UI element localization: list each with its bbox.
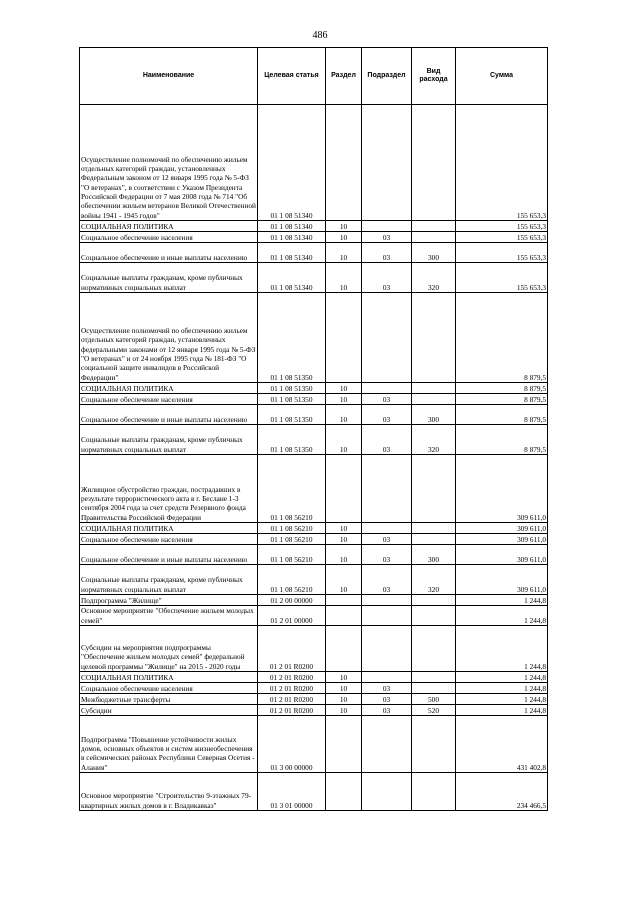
table-row — [80, 523, 548, 534]
cell-subsection: 03 — [362, 425, 412, 455]
cell-name: Жилищное обустройство граждан, пострадавших в результате террористического акта в г. Беслане 1-3 сентября 2004 года за счет средств Резервного фонда Правительства Российской Федерации — [80, 455, 258, 523]
budget-table — [79, 47, 548, 811]
cell-name: Социальное обеспечение населения — [80, 683, 258, 694]
cell-target-code: 01 1 08 56210 — [258, 523, 326, 534]
cell-expense-type — [412, 626, 456, 672]
table-header-row — [80, 48, 548, 105]
table-row — [80, 263, 548, 293]
table-row — [80, 383, 548, 394]
page-number: 486 — [312, 30, 328, 41]
cell-section: 10 — [326, 672, 362, 683]
cell-subsection — [362, 455, 412, 523]
cell-target-code: 01 1 08 51340 — [258, 105, 326, 221]
cell-name: СОЦИАЛЬНАЯ ПОЛИТИКА — [80, 383, 258, 394]
cell-section: 10 — [326, 232, 362, 243]
cell-target-code: 01 1 08 56210 — [258, 565, 326, 595]
table-row — [80, 683, 548, 694]
table-row — [80, 705, 548, 716]
cell-sum: 155 653,3 — [456, 221, 548, 232]
cell-name: Социальное обеспечение и иные выплаты населению — [80, 545, 258, 565]
cell-name: Социальные выплаты гражданам, кроме публичных нормативных социальных выплат — [80, 263, 258, 293]
cell-subsection: 03 — [362, 683, 412, 694]
cell-target-code: 01 2 01 R0200 — [258, 683, 326, 694]
table-row — [80, 293, 548, 383]
cell-subsection — [362, 221, 412, 232]
cell-name: Социальное обеспечение и иные выплаты населению — [80, 243, 258, 263]
cell-target-code: 01 3 01 00000 — [258, 773, 326, 811]
cell-expense-type: 300 — [412, 545, 456, 565]
cell-name: СОЦИАЛЬНАЯ ПОЛИТИКА — [80, 221, 258, 232]
cell-section: 10 — [326, 683, 362, 694]
cell-sum: 309 611,0 — [456, 523, 548, 534]
cell-name: Социальное обеспечение и иные выплаты населению — [80, 405, 258, 425]
table-row — [80, 405, 548, 425]
table-row — [80, 394, 548, 405]
table-row — [80, 545, 548, 565]
cell-section: 10 — [326, 425, 362, 455]
cell-target-code: 01 1 08 51340 — [258, 243, 326, 263]
cell-subsection — [362, 626, 412, 672]
cell-subsection — [362, 293, 412, 383]
cell-name: Социальные выплаты гражданам, кроме публичных нормативных социальных выплат — [80, 565, 258, 595]
cell-target-code: 01 1 08 51350 — [258, 293, 326, 383]
cell-sum: 8 879,5 — [456, 394, 548, 405]
cell-expense-type: 320 — [412, 263, 456, 293]
cell-section: 10 — [326, 705, 362, 716]
cell-expense-type — [412, 683, 456, 694]
cell-name: Основное мероприятие "Строительство 9-этажных 79-квартирных жилых домов в г. Владикавказ" — [80, 773, 258, 811]
cell-sum: 431 402,8 — [456, 716, 548, 773]
cell-sum: 8 879,5 — [456, 425, 548, 455]
cell-target-code: 01 1 08 56210 — [258, 534, 326, 545]
cell-target-code: 01 1 08 51350 — [258, 405, 326, 425]
cell-expense-type: 300 — [412, 243, 456, 263]
cell-target-code: 01 2 01 00000 — [258, 606, 326, 626]
cell-subsection: 03 — [362, 565, 412, 595]
cell-sum: 234 466,5 — [456, 773, 548, 811]
cell-expense-type — [412, 221, 456, 232]
cell-expense-type — [412, 383, 456, 394]
cell-name: Подпрограмма "Повышение устойчивости жилых домов, основных объектов и систем жизнеобеспечения в сейсмических районах Республики Северная Осетия - Алания" — [80, 716, 258, 773]
cell-target-code: 01 1 08 51350 — [258, 425, 326, 455]
cell-section — [326, 455, 362, 523]
cell-target-code: 01 2 01 R0200 — [258, 694, 326, 705]
header-sum: Сумма — [456, 48, 548, 105]
cell-sum: 309 611,0 — [456, 545, 548, 565]
cell-sum: 155 653,3 — [456, 263, 548, 293]
cell-sum: 1 244,8 — [456, 694, 548, 705]
cell-section — [326, 626, 362, 672]
table-row — [80, 595, 548, 606]
table-row — [80, 626, 548, 672]
cell-target-code: 01 2 01 R0200 — [258, 626, 326, 672]
cell-sum: 1 244,8 — [456, 606, 548, 626]
cell-expense-type — [412, 672, 456, 683]
cell-subsection: 03 — [362, 694, 412, 705]
cell-name: Подпрограмма "Жилище" — [80, 595, 258, 606]
table-row — [80, 243, 548, 263]
cell-subsection: 03 — [362, 534, 412, 545]
header-name: Наименование — [80, 48, 258, 105]
table-row — [80, 773, 548, 811]
cell-expense-type — [412, 293, 456, 383]
cell-section: 10 — [326, 694, 362, 705]
table-row — [80, 425, 548, 455]
cell-sum: 309 611,0 — [456, 534, 548, 545]
cell-section: 10 — [326, 523, 362, 534]
cell-name: Социальное обеспечение населения — [80, 394, 258, 405]
cell-subsection: 03 — [362, 243, 412, 263]
header-section: Раздел — [326, 48, 362, 105]
table-row — [80, 105, 548, 221]
cell-section: 10 — [326, 534, 362, 545]
cell-expense-type — [412, 595, 456, 606]
cell-expense-type: 520 — [412, 705, 456, 716]
table-row — [80, 455, 548, 523]
table-row — [80, 534, 548, 545]
cell-subsection: 03 — [362, 705, 412, 716]
cell-expense-type: 500 — [412, 694, 456, 705]
cell-name: Межбюджетные трансферты — [80, 694, 258, 705]
cell-target-code: 01 1 08 51340 — [258, 263, 326, 293]
cell-sum: 8 879,5 — [456, 293, 548, 383]
cell-expense-type — [412, 606, 456, 626]
cell-subsection — [362, 595, 412, 606]
header-type: Вид расхода — [412, 48, 456, 105]
table-row — [80, 606, 548, 626]
cell-section — [326, 105, 362, 221]
cell-target-code: 01 2 00 00000 — [258, 595, 326, 606]
cell-section — [326, 716, 362, 773]
cell-section: 10 — [326, 221, 362, 232]
cell-expense-type: 320 — [412, 425, 456, 455]
cell-target-code: 01 3 00 00000 — [258, 716, 326, 773]
cell-name: Осуществление полномочий по обеспечению жильем отдельных категорий граждан, установленных Федеральным законом от 12 января 1995 года № 5-ФЗ "О ветеранах", в соответствии с Указом Президента Российской Федерации от 7 мая 2008 года № 714 "Об обеспечении жильем ветеранов Великой Отечественной войны 1941 - 1945 годов" — [80, 105, 258, 221]
cell-sum: 155 653,3 — [456, 105, 548, 221]
table-row — [80, 694, 548, 705]
cell-target-code: 01 2 01 R0200 — [258, 672, 326, 683]
cell-sum: 8 879,5 — [456, 383, 548, 394]
cell-expense-type: 300 — [412, 405, 456, 425]
cell-sum: 1 244,8 — [456, 705, 548, 716]
cell-section: 10 — [326, 565, 362, 595]
cell-section: 10 — [326, 545, 362, 565]
cell-sum: 309 611,0 — [456, 455, 548, 523]
cell-section: 10 — [326, 394, 362, 405]
cell-subsection: 03 — [362, 232, 412, 243]
cell-sum: 309 611,0 — [456, 565, 548, 595]
cell-target-code: 01 2 01 R0200 — [258, 705, 326, 716]
cell-subsection: 03 — [362, 394, 412, 405]
cell-sum: 1 244,8 — [456, 672, 548, 683]
cell-section: 10 — [326, 383, 362, 394]
cell-sum: 1 244,8 — [456, 626, 548, 672]
cell-subsection — [362, 105, 412, 221]
cell-subsection: 03 — [362, 405, 412, 425]
cell-expense-type — [412, 232, 456, 243]
cell-sum: 155 653,3 — [456, 243, 548, 263]
cell-section — [326, 773, 362, 811]
cell-target-code: 01 1 08 51340 — [258, 221, 326, 232]
cell-section — [326, 606, 362, 626]
cell-expense-type: 320 — [412, 565, 456, 595]
cell-target-code: 01 1 08 51350 — [258, 394, 326, 405]
cell-sum: 155 653,3 — [456, 232, 548, 243]
cell-subsection — [362, 773, 412, 811]
cell-subsection: 03 — [362, 263, 412, 293]
table-row — [80, 716, 548, 773]
cell-subsection — [362, 523, 412, 534]
cell-name: СОЦИАЛЬНАЯ ПОЛИТИКА — [80, 672, 258, 683]
cell-name: Социальные выплаты гражданам, кроме публичных нормативных социальных выплат — [80, 425, 258, 455]
cell-target-code: 01 1 08 51350 — [258, 383, 326, 394]
cell-expense-type — [412, 534, 456, 545]
cell-section: 10 — [326, 405, 362, 425]
cell-expense-type — [412, 773, 456, 811]
cell-name: Субсидии — [80, 705, 258, 716]
cell-target-code: 01 1 08 56210 — [258, 545, 326, 565]
cell-subsection — [362, 606, 412, 626]
cell-expense-type — [412, 394, 456, 405]
cell-name: Социальное обеспечение населения — [80, 534, 258, 545]
cell-section: 10 — [326, 243, 362, 263]
cell-target-code: 01 1 08 51340 — [258, 232, 326, 243]
cell-sum: 1 244,8 — [456, 683, 548, 694]
cell-name: Субсидии на мероприятия подпрограммы "Обеспечение жильем молодых семей" федеральной целевой программы "Жилище" на 2015 - 2020 годы — [80, 626, 258, 672]
cell-subsection — [362, 383, 412, 394]
header-code: Целевая статья — [258, 48, 326, 105]
cell-target-code: 01 1 08 56210 — [258, 455, 326, 523]
table-row — [80, 232, 548, 243]
cell-sum: 1 244,8 — [456, 595, 548, 606]
cell-subsection — [362, 716, 412, 773]
cell-subsection: 03 — [362, 545, 412, 565]
cell-section — [326, 595, 362, 606]
cell-section: 10 — [326, 263, 362, 293]
table-row — [80, 672, 548, 683]
cell-subsection — [362, 672, 412, 683]
cell-expense-type — [412, 105, 456, 221]
header-subsection: Подраздел — [362, 48, 412, 105]
cell-name: Социальное обеспечение населения — [80, 232, 258, 243]
cell-name: Осуществление полномочий по обеспечению жильем отдельных категорий граждан, установленных федеральными законами от 12 января 1995 года № 5-ФЗ "О ветеранах" и от 24 ноября 1995 года № 181-ФЗ "О социальной защите инвалидов в Российской Федерации" — [80, 293, 258, 383]
cell-expense-type — [412, 716, 456, 773]
cell-name: СОЦИАЛЬНАЯ ПОЛИТИКА — [80, 523, 258, 534]
table-row — [80, 565, 548, 595]
cell-name: Основное мероприятие "Обеспечение жильем молодых семей" — [81, 606, 256, 625]
cell-expense-type — [412, 455, 456, 523]
cell-expense-type — [412, 523, 456, 534]
table-row — [80, 221, 548, 232]
cell-section — [326, 293, 362, 383]
cell-sum: 8 879,5 — [456, 405, 548, 425]
